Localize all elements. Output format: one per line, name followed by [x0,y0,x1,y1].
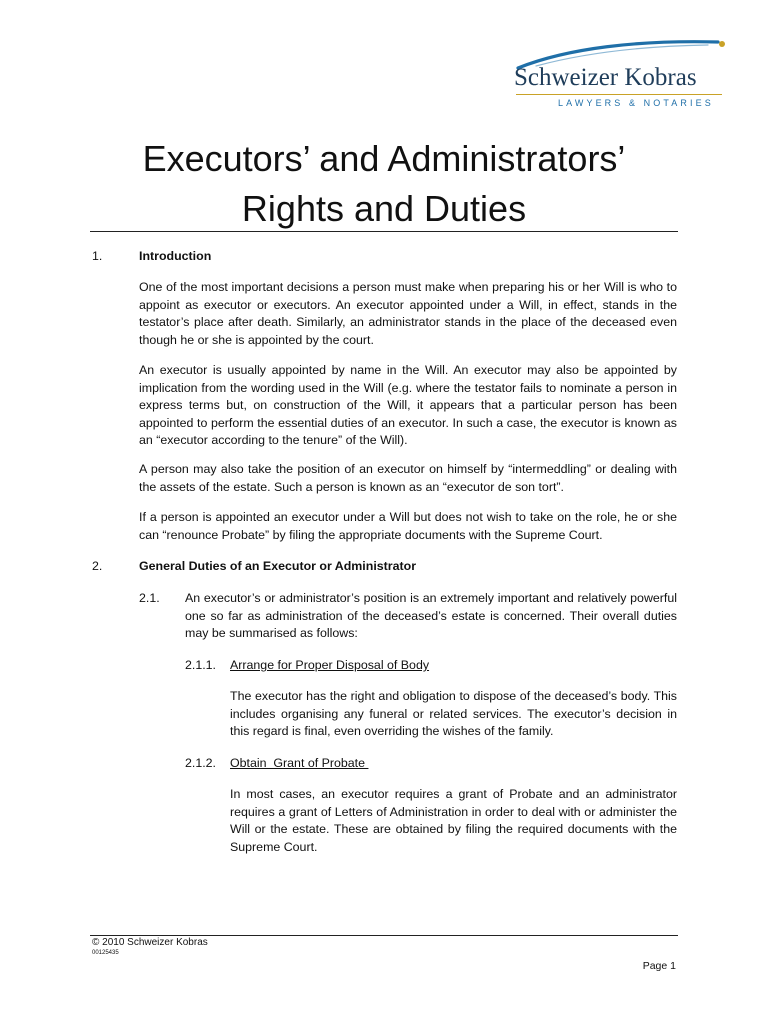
item-2-1-2-number: 2.1.2. [185,756,217,770]
title-line-1: Executors’ and Administrators’ [142,138,626,179]
title-divider [90,231,678,232]
section-1-paragraph: An executor is usually appointed by name in the Will. An executor may also be appointed by implication from the wording used in the Will (e.g. where the testator fails to nominate a person in express terms but, on construction of the Will, it appears that a particular person has been appointed to perform the essential duties of an executor. In such a case, the executor is known as an “executor according to the tenure” of the Will). [139,363,677,447]
section-2-number: 2. [92,559,103,573]
section-1-paragraph: One of the most important decisions a person must make when preparing his or her Will is who to appoint as executor or executors. An executor appointed under a Will, in effect, stands in the testator’s place after death. Similarly, an administrator stands in the place of the deceased even though he or she is appointed by the court. [139,280,677,347]
item-2-1-1-number: 2.1.1. [185,658,217,672]
item-2-1-2-heading: Obtain Grant of Probate [230,756,369,770]
footer-document-code: 00125435 [92,950,119,956]
section-1-heading: Introduction [139,249,212,263]
title-line-2: Rights and Duties [241,188,527,229]
section-1-number: 1. [92,249,103,263]
company-logo [508,36,728,111]
section-1-paragraph: A person may also take the position of an executor on himself by “intermeddling” or dealing with the assets of the estate. Such a person is known as an “executor de son tort”. [139,462,677,494]
subsection-2-1-number: 2.1. [139,591,160,605]
logo-name: Schweizer Kobras [514,64,697,91]
section-2-heading: General Duties of an Executor or Administrator [139,559,417,573]
logo-rule [516,94,722,95]
item-2-1-1-heading: Arrange for Proper Disposal of Body [230,658,430,672]
section-1-paragraph: If a person is appointed an executor under a Will but does not wish to take on the role, he or she can “renounce Probate” by filing the appropriate documents with the Supreme Court. [139,510,677,542]
item-2-1-2-text: In most cases, an executor requires a grant of Probate and an administrator requires a grant of Letters of Administration in order to deal with or administer the Will or the estate. These are obtained by filing the required documents with the Supreme Court. [230,787,677,854]
subsection-2-1-text: An executor’s or administrator’s position is an extremely important and relatively powerful one so far as administration of the deceased’s estate is concerned. Their overall duties may be summarised as follows: [185,591,677,640]
footer-divider [90,935,678,936]
logo-tagline: LAWYERS & NOTARIES [558,98,714,108]
footer-page-number: Page 1 [642,960,676,972]
document-title [90,134,678,234]
footer-copyright: © 2010 Schweizer Kobras [92,937,208,948]
item-2-1-1-text: The executor has the right and obligation to dispose of the deceased’s body. This includes organising any funeral or related services. The executor’s decision in this regard is final, even overriding the wishes of the family. [230,689,677,738]
